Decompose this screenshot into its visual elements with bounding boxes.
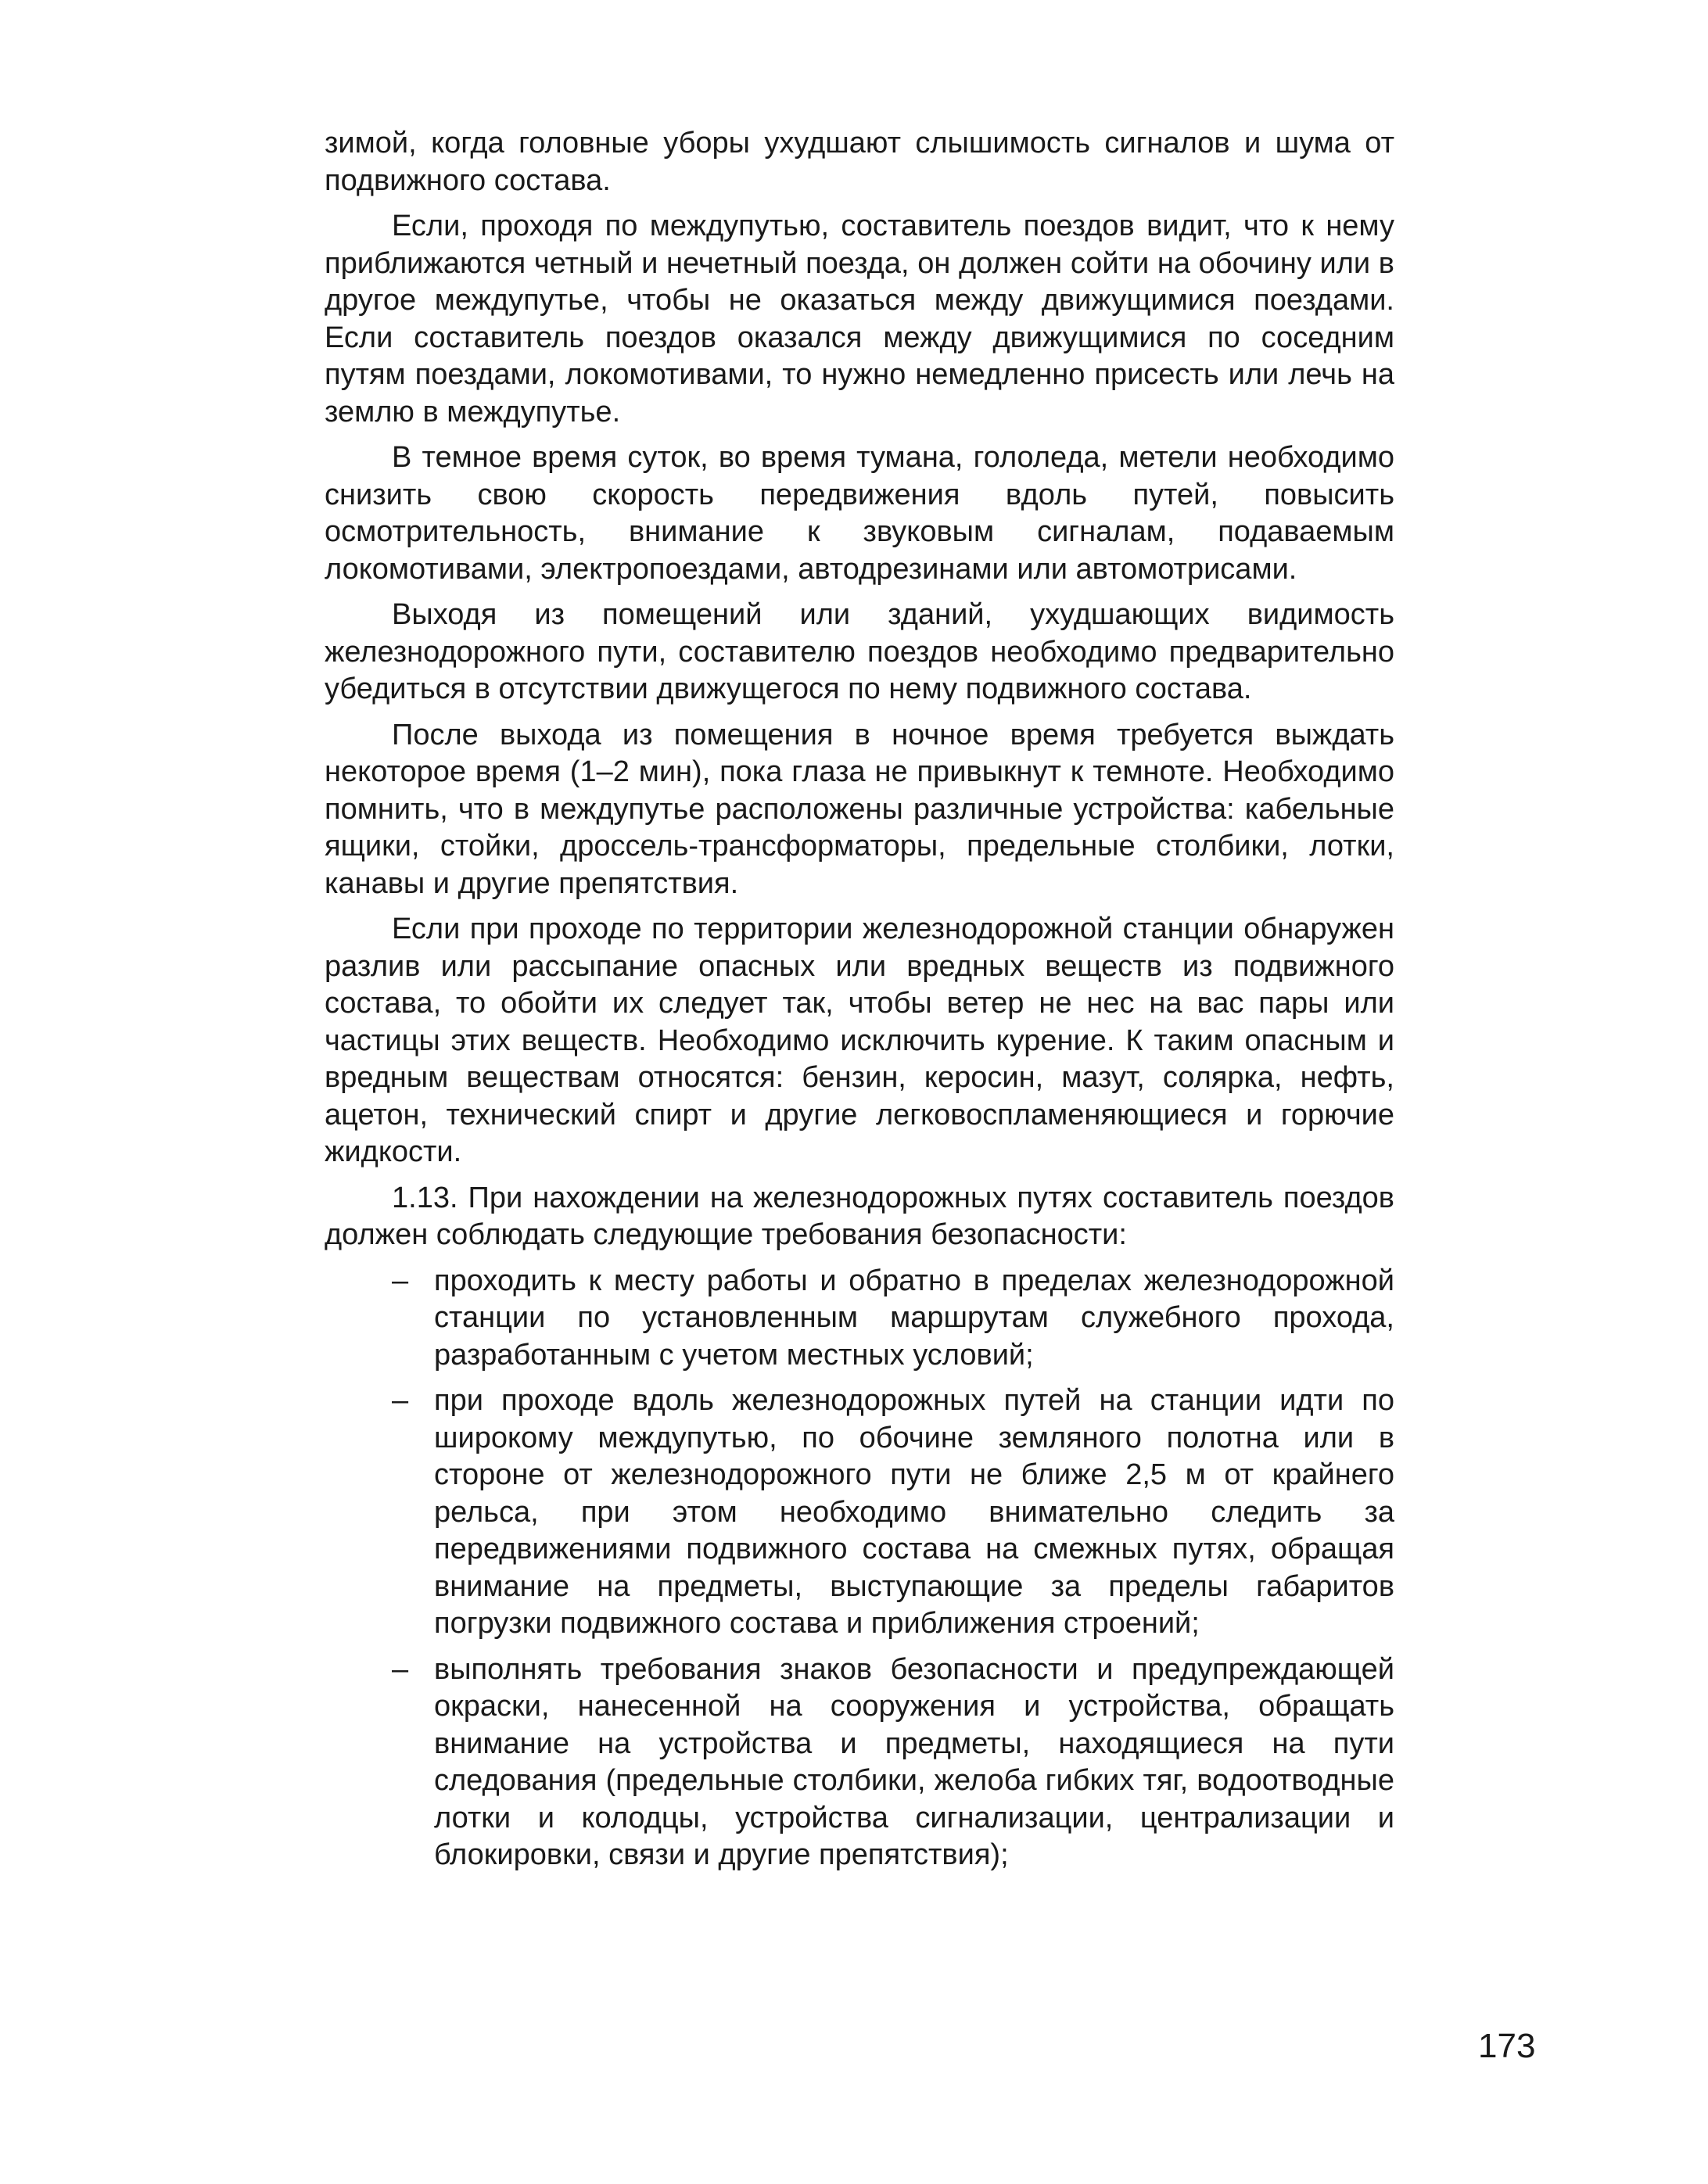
list-item-text: при проходе вдоль железнодорожных путей на станции идти по широкому междупутью, по обочине земляного полотна или в стороне от железнодорожного пути не ближе 2,5 м от крайнего рельса, при этом необходимо внимательно следить за передвижениями подвижного состава на смежных путях, обращая внимание на предметы, выступающие за пределы габаритов погрузки подвижного состава и приближения строений;: [434, 1384, 1394, 1640]
list-item: [325, 1263, 1394, 1375]
requirements-list: [325, 1263, 1394, 1874]
page-number: 173: [1478, 2027, 1536, 2065]
list-item: [325, 1382, 1394, 1643]
paragraph-1: зимой, когда головные уборы ухудшают слышимость сигналов и шума от подвижного состава.: [325, 127, 1394, 197]
paragraph-4: Выходя из помещений или зданий, ухудшающих видимость железнодорожного пути, составителю поездов необходимо предварительно убедиться в отсутствии движущегося по нему подвижного состава.: [325, 598, 1394, 705]
dash-marker: –: [392, 1264, 409, 1297]
body-text: [325, 125, 1394, 1883]
paragraph-3: В темное время суток, во время тумана, гололеда, метели необходимо снизить свою скорость передвижения вдоль путей, повысить осмотрительность, внимание к звуковым сигналам, подаваемым локомотивами, электропоездами, автодрезинами или автомотрисами.: [325, 441, 1394, 586]
paragraph-6: Если при проходе по территории железнодорожной станции обнаружен разлив или рассыпание опасных или вредных веществ из подвижного состава, то обойти их следует так, чтобы ветер не нес на вас пары или частицы этих веществ. Необходимо исключить курение. К таким опасным и вредным веществам относятся: бензин, керосин, мазут, солярка, нефть, ацетон, технический спирт и другие легковоспламеняющиеся и горючие жидкости.: [325, 913, 1394, 1168]
dash-marker: –: [392, 1384, 409, 1417]
list-item-text: выполнять требования знаков безопасности и предупреждающей окраски, нанесенной на сооружения и устройства, обращать внимание на устройства и предметы, находящиеся на пути следования (предельные столбики, желоба гибких тяг, водоотводные лотки и колодцы, устройства сигнализации, централизации и блокировки, связи и другие препятствия);: [434, 1652, 1394, 1871]
dash-marker: –: [392, 1652, 409, 1686]
list-item-text: проходить к месту работы и обратно в пределах железнодорожной станции по установленным маршрутам служебного прохода, разработанным с учетом местных условий;: [434, 1264, 1394, 1372]
paragraph-5: После выхода из помещения в ночное время требуется выждать некоторое время (1–2 мин), пока глаза не привыкнут к темноте. Необходимо помнить, что в междупутье расположены различные устройства: кабельные ящики, стойки, дроссель-трансформаторы, предельные столбики, лотки, канавы и другие препятствия.: [325, 718, 1394, 900]
paragraph-7-section-1-13: 1.13. При нахождении на железнодорожных путях составитель поездов должен соблюдать следующие требования безопасности:: [325, 1181, 1394, 1251]
list-item: [325, 1651, 1394, 1874]
paragraph-2: Если, проходя по междупутью, составитель поездов видит, что к нему приближаются четный и нечетный поезда, он должен сойти на обочину или в другое междупутье, чтобы не оказаться между движущимися поездами. Если составитель поездов оказался между движущимися по соседним путям поездами, локомотивами, то нужно немедленно присесть или лечь на землю в междупутье.: [325, 210, 1394, 429]
